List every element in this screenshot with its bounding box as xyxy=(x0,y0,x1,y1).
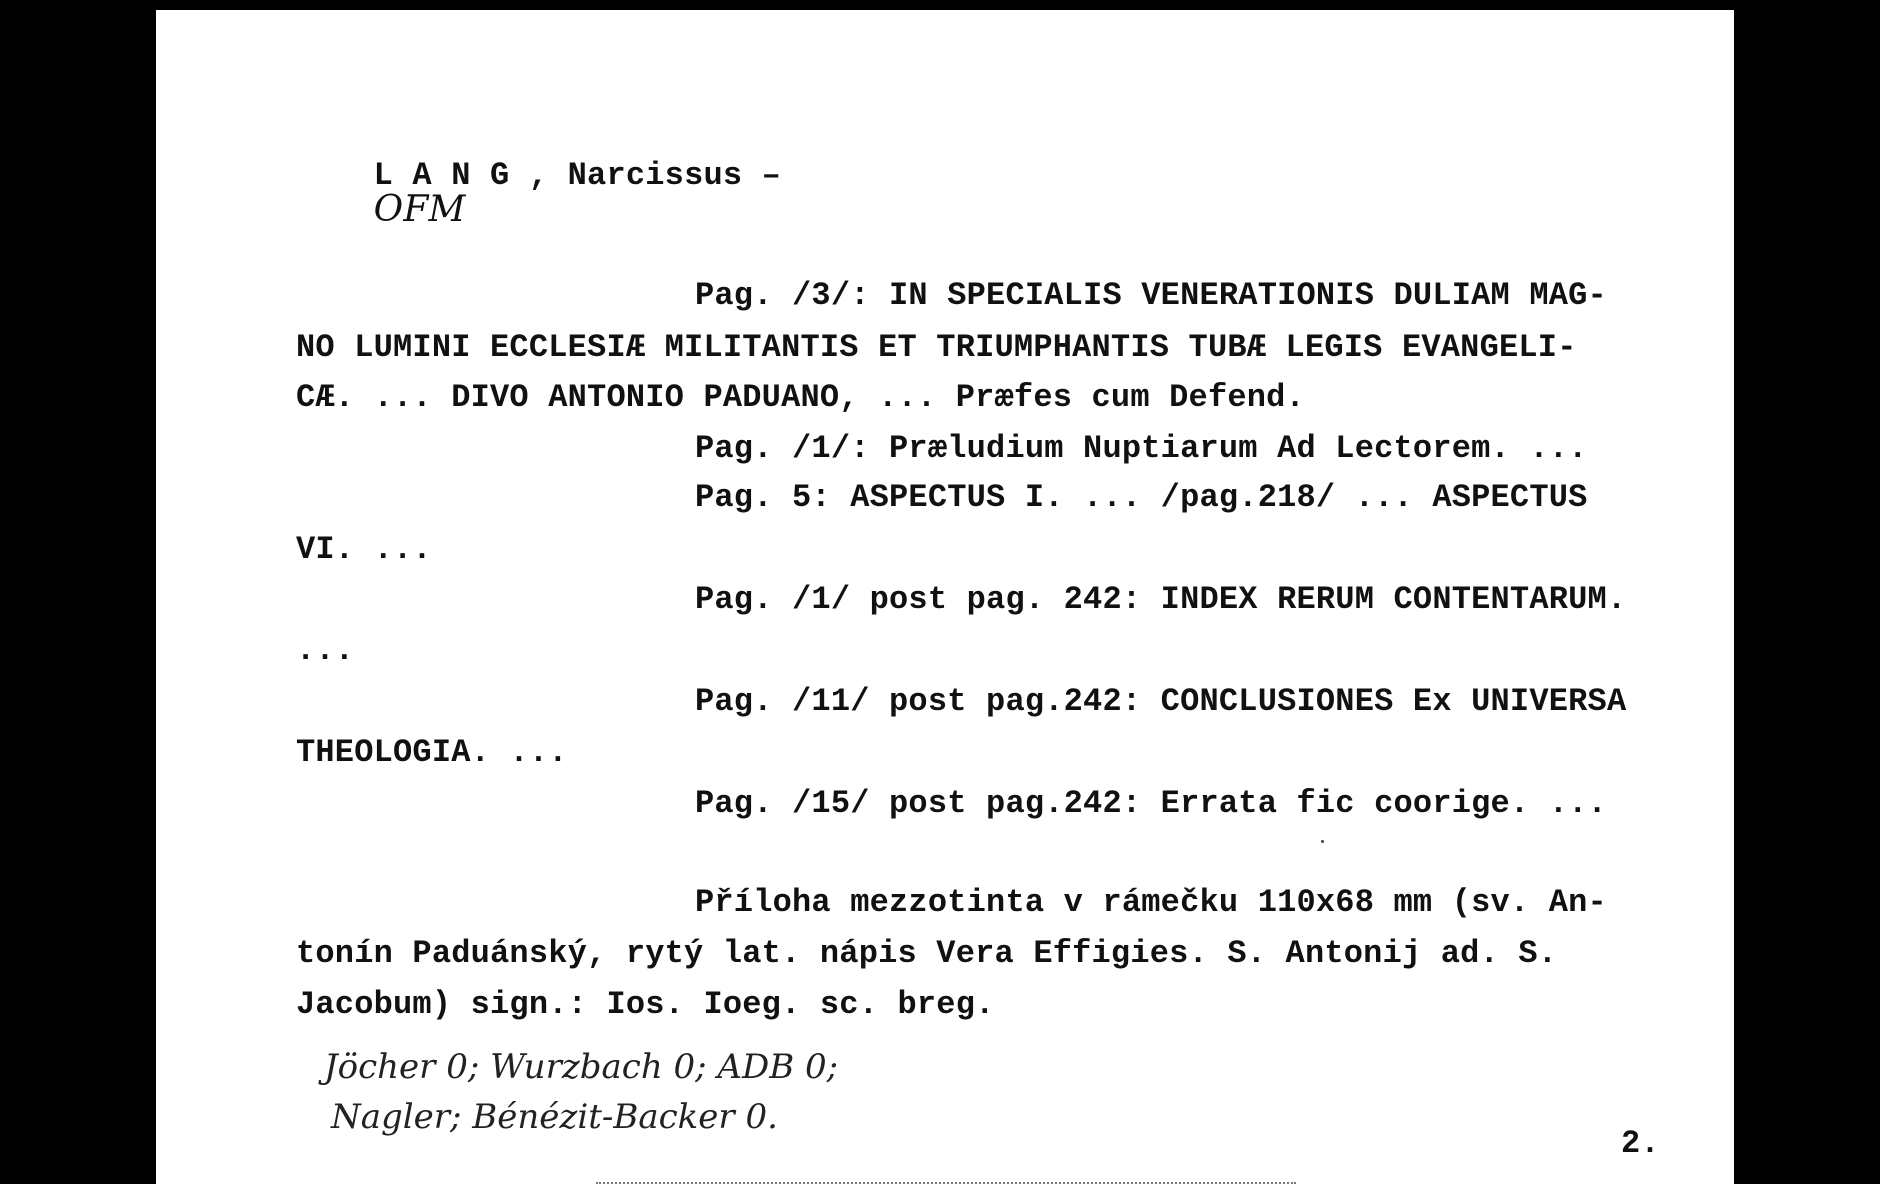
heading-annotation: OFM xyxy=(373,189,466,230)
heading-text: L A N G , Narcissus – xyxy=(373,157,782,194)
text-line-3: CÆ. ... DIVO ANTONIO PADUANO, ... Præfes cum Defend. xyxy=(296,379,1305,416)
text-line-4: Pag. /1/: Præludium Nuptiarum Ad Lectorem. ... xyxy=(695,430,1588,467)
handwritten-note-1: Jöcher 0; Wurzbach 0; ADB 0; xyxy=(324,1047,839,1087)
text-line-11: Pag. /15/ post pag.242: Errata fic coorige. ... xyxy=(695,785,1607,822)
text-line-9: Pag. /11/ post pag.242: CONCLUSIONES Ex UNIVERSA xyxy=(695,683,1627,720)
text-line-5: Pag. 5: ASPECTUS I. ... /pag.218/ ... ASPECTUS xyxy=(695,479,1588,516)
text-line-10: THEOLOGIA. ... xyxy=(296,734,568,771)
paper-speck xyxy=(1321,840,1324,843)
text-line-1: Pag. /3/: IN SPECIALIS VENERATIONIS DULIAM MAG- xyxy=(695,277,1607,314)
text-line-14: Jacobum) sign.: Ios. Ioeg. sc. breg. xyxy=(296,986,995,1023)
text-line-12: Příloha mezzotinta v rámečku 110x68 mm (sv. An- xyxy=(695,884,1607,921)
text-line-7: Pag. /1/ post pag. 242: INDEX RERUM CONTENTARUM. xyxy=(695,581,1627,618)
text-line-6: VI. ... xyxy=(296,531,432,568)
card-heading xyxy=(296,128,781,261)
text-line-2: NO LUMINI ECCLESIÆ MILITANTIS ET TRIUMPHANTIS TUBÆ LEGIS EVANGELI- xyxy=(296,329,1577,366)
text-line-8: ... xyxy=(296,632,355,669)
text-line-13: tonín Paduánský, rytý lat. nápis Vera Effigies. S. Antonij ad. S. xyxy=(296,935,1558,972)
card-number: 2. xyxy=(1621,1125,1660,1162)
catalog-card xyxy=(156,10,1734,1184)
handwritten-note-2: Nagler; Bénézit-Backer 0. xyxy=(331,1097,778,1137)
